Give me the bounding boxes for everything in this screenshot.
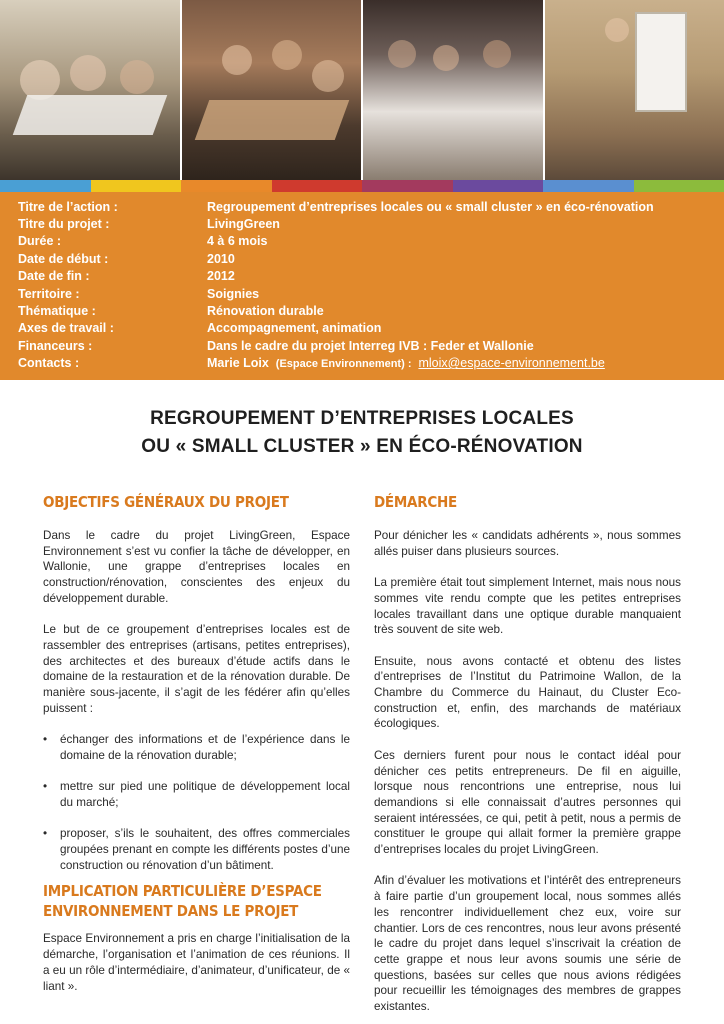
left-column: [43, 492, 350, 1010]
contact-name: Marie Loix: [207, 356, 269, 371]
paragraph: Le but de ce groupement d’entreprises locales est de rassembler des entreprises (artisans, petites entreprises), des architectes et des bureaux d’étude actifs dans le domaine de la restauration et de la rénovation durable. De manière sous-jacente, il s’agit de les fédérer afin qu’elles puissent :: [43, 623, 350, 715]
info-row-territory: [18, 285, 724, 302]
info-label: Axes de travail :: [18, 321, 114, 336]
info-value: Soignies: [207, 286, 260, 301]
stripe-segment: [181, 180, 272, 192]
info-label: Thématique :: [18, 304, 96, 319]
info-label: Titre de l’action :: [18, 199, 118, 214]
list-item: • proposer, s’ils le souhaitent, des offres commerciales groupées prenant en compte les différents postes d’une construction ou rénovation d’un bâtiment.: [43, 826, 350, 873]
info-row-theme: [18, 302, 724, 319]
contact-org: (Espace Environnement) :: [275, 358, 412, 371]
info-value: LivingGreen: [207, 217, 280, 232]
info-row-start: [18, 250, 724, 267]
list-item: • mettre sur pied une politique de développement local du marché;: [43, 779, 350, 810]
paragraph: Espace Environnement a pris en charge l’initialisation de la démarche, l’organisation et l’animation de ces réunions. Il a eu un rôle d’intermédiaire, d’animateur, d’unificateur, de « liant ».: [43, 932, 350, 993]
contact-email-link[interactable]: mloix@espace-environnement.be: [418, 356, 605, 371]
stripe-segment: [362, 180, 453, 192]
stripe-segment: [91, 180, 182, 192]
page-title: [0, 405, 724, 461]
stripe-segment: [543, 180, 634, 192]
info-label: Financeurs :: [18, 338, 93, 353]
paragraph: La première était tout simplement Internet, mais nous nous sommes vite rendu compte que les petites entreprises locales travaillant dans une optique durable manquaient très souvent de site web.: [374, 576, 681, 637]
info-label: Durée :: [18, 234, 62, 249]
meeting-photo-1: [0, 0, 180, 180]
meeting-photo-2: [182, 0, 362, 180]
section-heading-objectives: OBJECTIFS GÉNÉRAUX DU PROJET: [43, 493, 289, 511]
info-value: Rénovation durable: [207, 304, 324, 319]
info-row-funders: [18, 337, 724, 354]
project-info-band: [0, 192, 724, 380]
info-row-end: [18, 268, 724, 285]
paragraph: Afin d’évaluer les motivations et l’intérêt des entrepreneurs à faire partie d’un groupement local, nous sommes allés les rencontrer individuellement chez eux, voire sur chantier. Lors de ces rencontres, nous leur avons présenté le cadre du projet dans lequel s’inscrivait la création de cette grappe et nous leur avons soumis une série de questions, basées sur celles que nous avions rédigées pour recueillir les témoignages des membres de grappes existantes.: [374, 874, 681, 1014]
info-value: 2010: [207, 251, 235, 266]
stripe-segment: [272, 180, 363, 192]
info-row-contacts: [18, 355, 724, 372]
paragraph: Ces derniers furent pour nous le contact idéal pour dénicher ces petits entrepreneurs. De fil en aiguille, lorsque nous rencontrions une entreprise, nous lui demandions si elle connaissait d’autres personnes qui seraient intéressées, ce qui, petit à petit, nous a permis de constituer le groupe qui allait former la première grappe d’entreprises locales du projet LivingGreen.: [374, 748, 681, 857]
info-value: Dans le cadre du projet Interreg IVB : Feder et Wallonie: [207, 338, 534, 353]
paragraph: Pour dénicher les « candidats adhérents », nous sommes allés puiser dans plusieurs sources.: [374, 529, 681, 558]
info-value: 4 à 6 mois: [207, 234, 268, 249]
info-label: Date de début :: [18, 251, 109, 266]
info-row-action: [18, 198, 724, 215]
info-row-project: [18, 215, 724, 232]
page-title-line-1: REGROUPEMENT D’ENTREPRISES LOCALES: [150, 408, 574, 429]
flipchart-photo: [545, 0, 724, 180]
paragraph: Ensuite, nous avons contacté et obtenu des listes d’entreprises de l’Institut du Patrimoine Wallon, de la Chambre du Commerce du Hainaut, du Cluster Eco-construction et, enfin, des marchands de matériaux écologiques.: [374, 654, 681, 731]
info-row-axes: [18, 320, 724, 337]
color-stripe: [0, 180, 724, 192]
stripe-segment: [453, 180, 544, 192]
paragraph: Dans le cadre du projet LivingGreen, Espace Environnement s’est vu confier la tâche de développer, en Wallonie, une grappe d’entreprises locales en construction/rénovation, conscientes des enjeux du développement durable.: [43, 529, 350, 605]
stripe-segment: [634, 180, 724, 192]
stripe-segment: [0, 180, 91, 192]
info-label: Date de fin :: [18, 269, 90, 284]
objectives-list: [43, 732, 350, 873]
info-label: Contacts :: [18, 356, 80, 371]
info-value: 2012: [207, 269, 235, 284]
page-title-line-2: OU « SMALL CLUSTER » EN ÉCO-RÉNOVATION: [141, 436, 583, 457]
photo-strip: [0, 0, 724, 180]
info-row-duration: [18, 233, 724, 250]
contact-value: [207, 356, 605, 370]
meeting-photo-3: [363, 0, 543, 180]
info-value: Accompagnement, animation: [207, 321, 382, 336]
list-item: • échanger des informations et de l’expérience dans le domaine de la rénovation durable;: [43, 732, 350, 763]
info-value: Regroupement d’entreprises locales ou « small cluster » en éco-rénovation: [207, 199, 654, 214]
info-label: Territoire :: [18, 286, 80, 301]
section-heading-involvement: IMPLICATION PARTICULIÈRE D’ESPACE ENVIRONNEMENT DANS LE PROJET: [43, 882, 322, 921]
section-heading-approach: DÉMARCHE: [374, 493, 457, 511]
info-label: Titre du projet :: [18, 217, 110, 232]
right-column: [374, 492, 681, 1024]
